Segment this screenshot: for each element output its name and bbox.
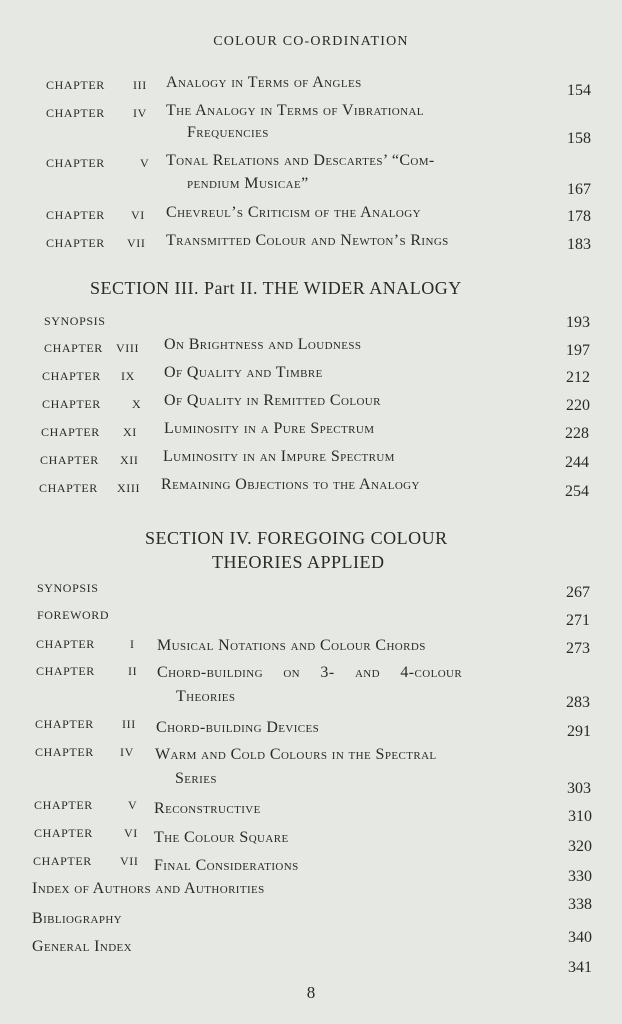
chapter-number: V	[128, 798, 138, 812]
chapter-label: CHAPTER	[35, 745, 94, 759]
chapter-title: Tonal Relations and Descartes’ “Com-	[166, 152, 435, 169]
page-number: 341	[568, 959, 592, 976]
chapter-title: Transmitted Colour and Newton’s Rings	[166, 232, 449, 249]
chapter-label: CHAPTER	[46, 78, 105, 92]
chapter-title: Luminosity in a Pure Spectrum	[164, 420, 375, 437]
page-number: 320	[568, 838, 592, 855]
chapter-title: Chord-building Devices	[156, 719, 320, 736]
chapter-label: CHAPTER	[46, 156, 105, 170]
chapter-number: VIII	[116, 341, 140, 355]
synopsis-label: SYNOPSIS	[44, 314, 106, 328]
back-matter-title: Bibliography	[32, 910, 123, 927]
page-number: 244	[565, 454, 589, 471]
chapter-label: CHAPTER	[46, 208, 105, 222]
running-head: COLOUR CO-ORDINATION	[213, 34, 409, 49]
page-number: 178	[567, 208, 591, 225]
chapter-label: CHAPTER	[40, 453, 99, 467]
chapter-label: CHAPTER	[42, 369, 101, 383]
chapter-title: The Colour Square	[154, 829, 289, 846]
page-number: 291	[567, 723, 591, 740]
chapter-label: CHAPTER	[42, 397, 101, 411]
chapter-label: CHAPTER	[35, 717, 94, 731]
chapter-title: Luminosity in an Impure Spectrum	[163, 448, 395, 465]
page-number: 220	[566, 397, 590, 414]
chapter-title: Of Quality in Remitted Colour	[164, 392, 381, 409]
foreword-label: FOREWORD	[37, 608, 110, 622]
page-number: 167	[567, 181, 591, 198]
chapter-label: CHAPTER	[36, 637, 95, 651]
page-number: 228	[565, 425, 589, 442]
chapter-label: CHAPTER	[46, 236, 105, 250]
page-number: 158	[567, 130, 591, 147]
section-heading: SECTION IV. FOREGOING COLOUR	[145, 528, 448, 548]
chapter-number: I	[130, 637, 135, 651]
chapter-title: Final Considerations	[154, 857, 299, 874]
chapter-number: IV	[133, 106, 147, 120]
chapter-number: V	[140, 156, 150, 170]
chapter-title: Remaining Objections to the Analogy	[161, 476, 420, 493]
chapter-number: XIII	[117, 481, 141, 495]
chapter-number: II	[128, 664, 138, 678]
chapter-title-continued: Theories	[176, 688, 236, 705]
chapter-title-continued: pendium Musicae”	[187, 175, 309, 192]
chapter-number: IV	[120, 745, 134, 759]
chapter-number: VII	[120, 854, 139, 868]
chapter-number: VI	[124, 826, 138, 840]
page-number: 310	[568, 808, 592, 825]
chapter-title: Musical Notations and Colour Chords	[157, 637, 426, 654]
chapter-label: CHAPTER	[36, 664, 95, 678]
chapter-label: CHAPTER	[41, 425, 100, 439]
chapter-label: CHAPTER	[33, 854, 92, 868]
chapter-number: VI	[131, 208, 145, 222]
page-number: 267	[566, 584, 590, 601]
back-matter-title: General Index	[32, 938, 133, 955]
chapter-title: On Brightness and Loudness	[164, 336, 362, 353]
chapter-title: The Analogy in Terms of Vibrational	[166, 102, 424, 119]
chapter-title: Chord-building on 3- and 4-colour	[157, 664, 463, 681]
chapter-label: CHAPTER	[34, 826, 93, 840]
chapter-title-continued: Frequencies	[187, 124, 269, 141]
page-number: 254	[565, 483, 589, 500]
chapter-number: III	[122, 717, 136, 731]
section-heading: SECTION III. Part II. THE WIDER ANALOGY	[90, 278, 462, 298]
chapter-title: Of Quality and Timbre	[164, 364, 323, 381]
chapter-label: CHAPTER	[39, 481, 98, 495]
chapter-number: III	[133, 78, 147, 92]
page-number: 283	[566, 694, 590, 711]
synopsis-label: SYNOPSIS	[37, 581, 99, 595]
chapter-title: Analogy in Terms of Angles	[166, 74, 362, 91]
chapter-number: XII	[120, 453, 139, 467]
chapter-number: XI	[123, 425, 137, 439]
chapter-label: CHAPTER	[44, 341, 103, 355]
page-number: 183	[567, 236, 591, 253]
page-number: 303	[567, 780, 591, 797]
page-number: 338	[568, 896, 592, 913]
page-number: 271	[566, 612, 590, 629]
folio-page-number: 8	[306, 983, 316, 1002]
page-number: 154	[567, 82, 591, 99]
chapter-title: Reconstructive	[154, 800, 261, 817]
chapter-title: Warm and Cold Colours in the Spectral	[155, 746, 437, 763]
chapter-title: Chevreul’s Criticism of the Analogy	[166, 204, 421, 221]
page-number: 197	[566, 342, 590, 359]
page-number: 193	[566, 314, 590, 331]
chapter-title-continued: Series	[175, 770, 217, 787]
chapter-number: IX	[121, 369, 135, 383]
page-number: 273	[566, 640, 590, 657]
section-heading-continued: THEORIES APPLIED	[212, 552, 385, 572]
chapter-label: CHAPTER	[46, 106, 105, 120]
page-number: 330	[568, 868, 592, 885]
chapter-number: VII	[127, 236, 146, 250]
back-matter-title: Index of Authors and Authorities	[32, 880, 265, 897]
page-number: 340	[568, 929, 592, 946]
chapter-number: X	[132, 397, 142, 411]
chapter-label: CHAPTER	[34, 798, 93, 812]
page-number: 212	[566, 369, 590, 386]
